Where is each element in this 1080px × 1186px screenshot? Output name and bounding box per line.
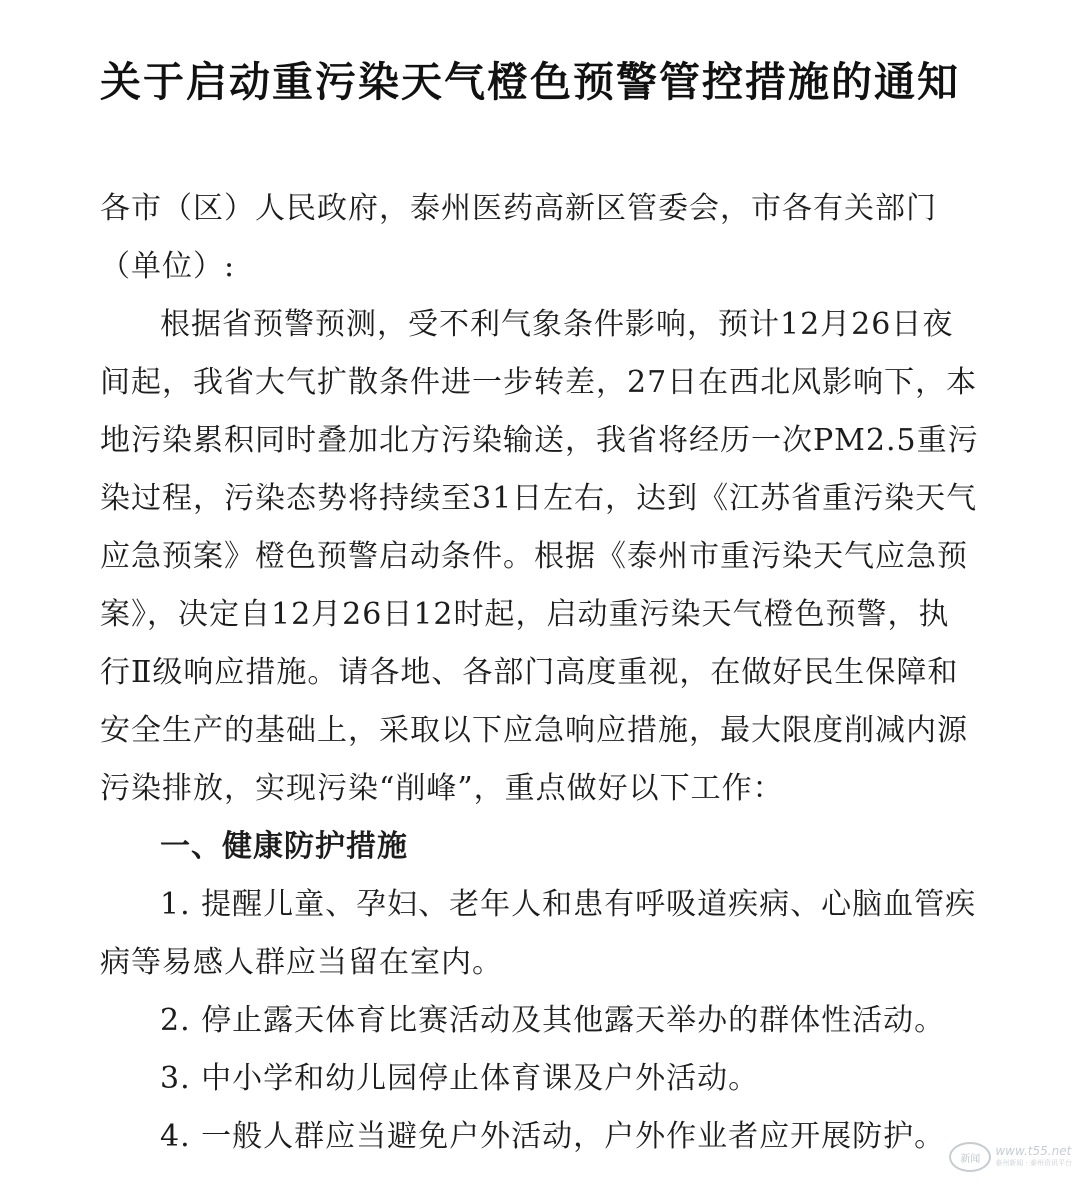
list-item: 2. 停止露天体育比赛活动及其他露天举办的群体性活动。	[160, 1003, 946, 1038]
list-item: 1. 提醒儿童、孕妇、老年人和患有呼吸道疾病、心脑血管疾病等易感人群应当留在室内。	[100, 887, 977, 980]
list-item: 4. 一般人群应当避免户外活动，户外作业者应开展防护。	[160, 1119, 946, 1154]
document-body	[100, 180, 980, 1166]
salutation: 各市（区）人民政府，泰州医药高新区管委会，市各有关部门（单位）:	[100, 191, 937, 284]
watermark-logo-icon: 新闻	[949, 1142, 991, 1172]
paragraph-main: 根据省预警预测，受不利气象条件影响，预计12月26日夜间起，我省大气扩散条件进一步转差，27日在西北风影响下，本地污染累积同时叠加北方污染输送，我省将经历一次PM2.5重污染过程，污染态势将持续至31日左右，达到《江苏省重污染天气应急预案》橙色预警启动条件。根据《泰州市重污染天气应急预案》，决定自12月26日12时起，启动重污染天气橙色预警，执行Ⅱ级响应措施。请各地、各部门高度重视，在做好民生保障和安全生产的基础上，采取以下应急响应措施，最大限度削减内源污染排放，实现污染“削峰”，重点做好以下工作：	[100, 307, 979, 806]
document-title: 关于启动重污染天气橙色预警管控措施的通知	[100, 58, 960, 106]
watermark-subtitle: 泰州新闻 · 泰州资讯平台	[995, 1159, 1072, 1167]
watermark-site: www.t55.net	[995, 1144, 1072, 1158]
section-heading: 一、健康防护措施	[160, 829, 408, 864]
list-item: 3. 中小学和幼儿园停止体育课及户外活动。	[160, 1061, 760, 1096]
site-watermark	[949, 1142, 1072, 1172]
